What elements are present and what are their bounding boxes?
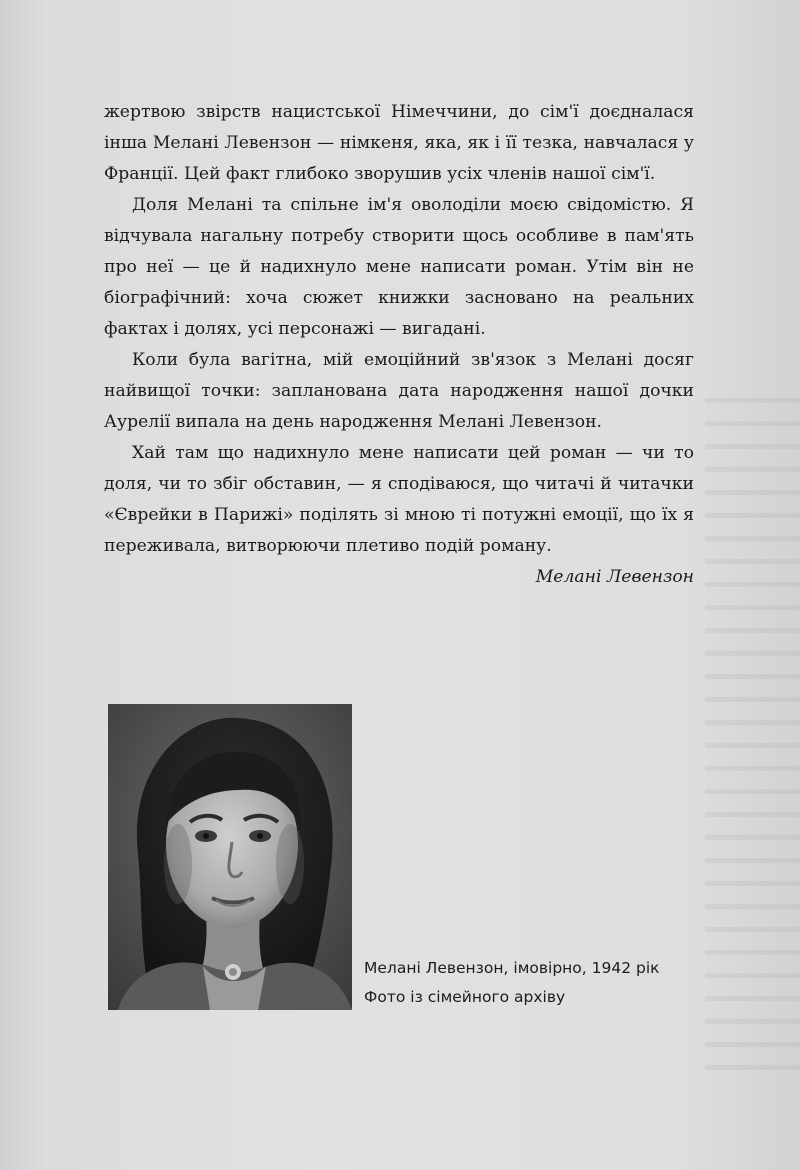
- paragraph-1: жертвою звірств нацистської Німеччини, до сім'ї доєдналася інша Мелані Левензон — німкеня, яка, як і її тезка, навчалася у Франції. Цей факт глибоко зворушив усіх членів нашої сім'ї.: [104, 102, 694, 184]
- portrait-photo: [108, 704, 352, 1010]
- photo-caption: [364, 954, 704, 1012]
- main-text: [104, 97, 694, 593]
- paragraph-2: Доля Мелані та спільне ім'я оволоділи моєю свідомістю. Я відчувала нагальну потребу створити щось особливе в пам'ять про неї — це й надихнуло мене написати роман. Утім він не біографічний: хоча сюжет книжки засновано на реальних фактах і долях, усі персонажі — вигадані.: [104, 195, 694, 339]
- paragraph-4: Хай там що надихнуло мене написати цей роман — чи то доля, чи то збіг обставин, — я сподіваюся, що читачі й читачки «Єврейки в Парижі» поділять зі мною ті потужні емоції, що їх я переживала, витворюючи плетиво подій роману.: [104, 443, 694, 556]
- caption-line-2: Фото із сімейного архіву: [364, 988, 566, 1006]
- author-signature: Мелані Левензон: [535, 567, 694, 587]
- caption-line-1: Мелані Левензон, імовірно, 1942 рік: [364, 959, 660, 977]
- bleed-through-texture: [705, 380, 800, 1080]
- paragraph-3: Коли була вагітна, мій емоційний зв'язок з Мелані досяг найвищої точки: запланована дата народження нашої дочки Аурелії випала на день народження Мелані Левензон.: [104, 350, 694, 432]
- portrait-illustration: [108, 704, 352, 1010]
